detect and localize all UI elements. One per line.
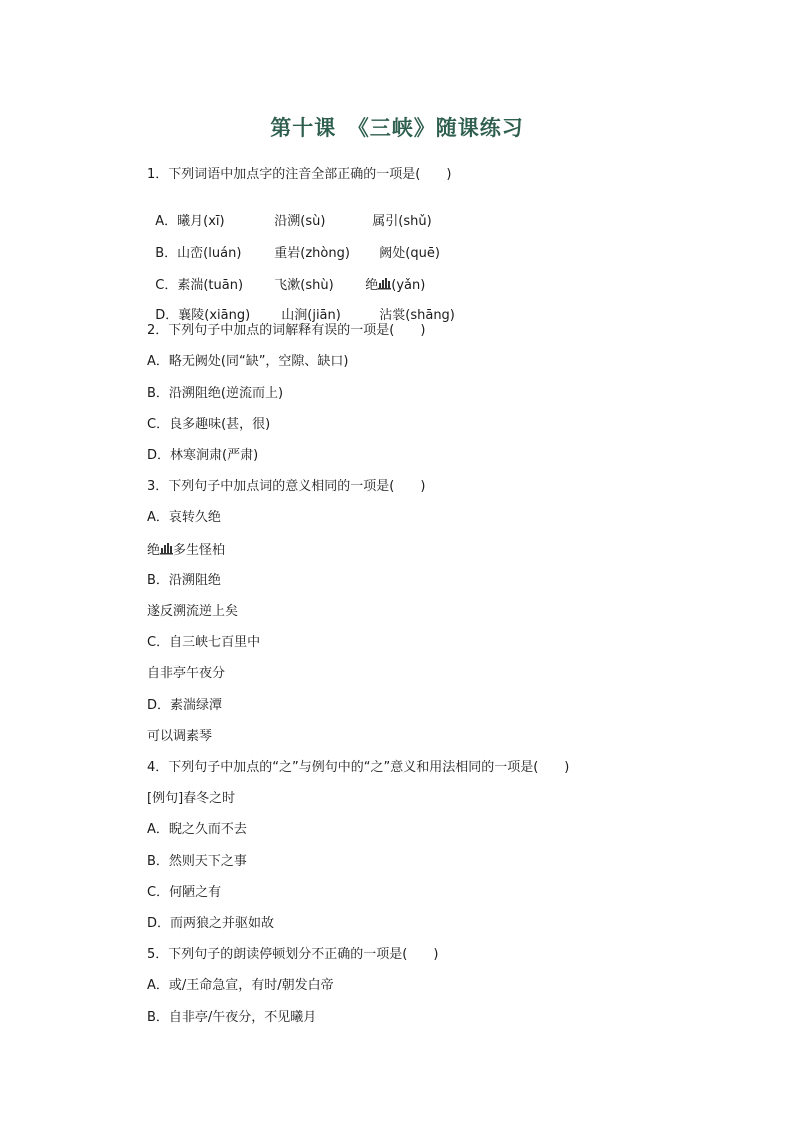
- q4-option-a: A．睨之久而不去: [147, 822, 247, 837]
- q1-stem: 1．下列词语中加点字的注音全部正确的一项是( ): [147, 167, 452, 182]
- q4-stem: 4．下列句子中加点的“之”与例句中的“之”意义和用法相同的一项是( ): [147, 760, 570, 775]
- q1-a-part3: 属引(shǔ): [372, 214, 432, 229]
- q1-c-part4: (yǎn): [391, 278, 426, 293]
- rare-char-glyph-icon: [378, 277, 391, 290]
- q3-a2-suffix: 多生怪柏: [173, 543, 226, 558]
- q3-option-d-line1: D．素湍绿潭: [147, 698, 223, 713]
- q3-option-c-line1: C．自三峡七百里中: [147, 635, 261, 650]
- q5-stem: 5．下列句子的朗读停顿划分不正确的一项是( ): [147, 947, 439, 962]
- q1-a-part1: A．曦月(xī): [155, 214, 225, 229]
- q1-c-part2: 飞漱(shù): [274, 278, 334, 293]
- q2-option-d: D．林寒涧肃(严肃): [147, 448, 259, 463]
- rare-char-glyph-icon: [160, 542, 173, 555]
- page-title: 第十课 《三峡》随课练习: [270, 115, 524, 140]
- q3-option-c-line2: 自非亭午夜分: [147, 666, 226, 681]
- q1-c-part1: C．素湍(tuān): [155, 278, 244, 293]
- q4-option-d: D．而两狼之并驱如故: [147, 916, 275, 931]
- q3-option-d-line2: 可以调素琴: [147, 729, 213, 744]
- q3-option-a-line2: [147, 542, 225, 559]
- q2-option-b: B．沿溯阻绝(逆流而上): [147, 386, 284, 401]
- q1-option-d: [147, 292, 455, 324]
- q3-a2-prefix: 绝: [147, 543, 161, 558]
- q4-example: [例句]春冬之时: [147, 791, 236, 806]
- q3-option-b-line1: B．沿溯阻绝: [147, 573, 221, 588]
- q1-a-part2: 沿溯(sù): [274, 214, 326, 229]
- q1-d-part2: 山涧(jiān): [281, 308, 341, 323]
- q2-option-c: C．良多趣味(甚，很): [147, 417, 271, 432]
- q1-b-part2: 重岩(zhòng): [274, 246, 350, 261]
- q1-option-c: [147, 261, 425, 294]
- q1-b-part1: B．山峦(luán): [155, 246, 242, 261]
- q3-stem: 3．下列句子中加点词的意义相同的一项是( ): [147, 479, 426, 494]
- q1-c-part3: 绝: [365, 278, 379, 293]
- q1-d-part3: 沾裳(shāng): [379, 308, 455, 323]
- q5-option-a: A．或/王命急宣，有时/朝发白帝: [147, 978, 334, 993]
- q4-option-b: B．然则天下之事: [147, 854, 247, 869]
- q2-stem: 2．下列句子中加点的词解释有误的一项是( ): [147, 323, 426, 338]
- q4-option-c: C．何陋之有: [147, 885, 222, 900]
- q5-option-b: B．自非亭/午夜分，不见曦月: [147, 1010, 317, 1025]
- q1-option-a: [147, 198, 432, 230]
- q2-option-a: A．略无阙处(同“缺”，空隙、缺口): [147, 354, 349, 369]
- q1-option-b: [147, 230, 440, 262]
- q1-b-part3: 阙处(quē): [379, 246, 440, 261]
- q3-option-b-line2: 遂反溯流逆上矣: [147, 604, 239, 619]
- q3-option-a-line1: A．哀转久绝: [147, 510, 221, 525]
- q1-d-part1: D．襄陵(xiāng): [155, 308, 251, 323]
